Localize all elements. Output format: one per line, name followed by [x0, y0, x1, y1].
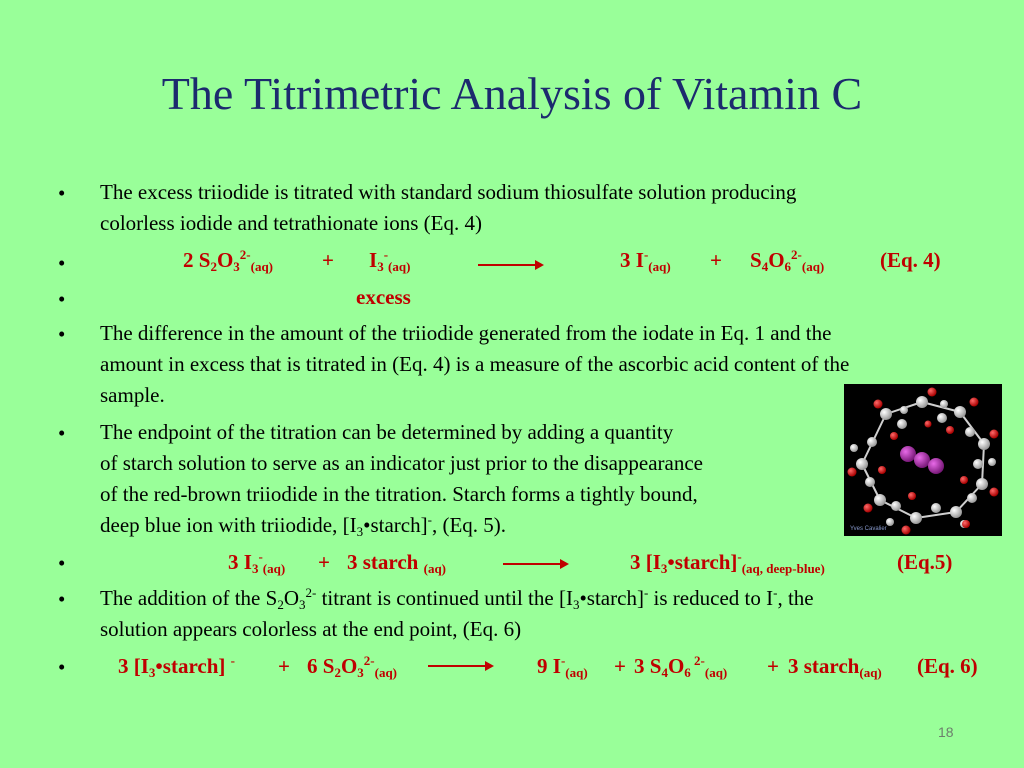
eq6-reactant-2: 6 $S_2O_3^{2-}_{(aq)}$: [307, 653, 398, 680]
bullet: •: [58, 655, 66, 679]
eq4-plus-2: +: [710, 248, 722, 272]
eq6-product-2: 3 $S_4O_6$ $^{2-}_{(aq)}$: [634, 653, 728, 680]
bullet: •: [58, 287, 66, 311]
eq4-reaction-arrow: [478, 264, 542, 266]
paragraph-3-line-2: of starch solution to serve as an indicator just prior to the disappearance: [100, 451, 703, 475]
bullet: •: [58, 551, 66, 575]
eq6-plus-3: +: [767, 654, 779, 678]
bullet: •: [58, 587, 66, 611]
eq5-reactant-2: 3 starch $_{(aq)}$: [347, 550, 446, 576]
paragraph-3-line-4: deep blue ion with triiodide, $[I_3•starch]^-$, (Eq. 5).: [100, 512, 507, 539]
eq5-label: (Eq.5): [897, 550, 953, 574]
eq6-plus-2: +: [614, 654, 626, 678]
starch-iodine-molecule-image: [844, 384, 1002, 536]
eq4-product-1: 3 $I^-_{(aq)}$: [620, 247, 671, 274]
eq4-label: (Eq. 4): [880, 248, 941, 272]
paragraph-3-line-3: of the red-brown triiodide in the titration. Starch forms a tightly bound,: [100, 482, 698, 506]
paragraph-1-line-1: The excess triiodide is titrated with standard sodium thiosulfate solution producing: [100, 180, 797, 204]
bullet: •: [58, 251, 66, 275]
molecule-model-icon: [844, 384, 1002, 536]
eq4-excess-label: excess: [356, 285, 411, 309]
eq5-product: 3 $[I_3•starch]^-_{(aq, deep-blue)}$: [630, 549, 825, 576]
eq5-reaction-arrow: [503, 563, 567, 565]
eq5-plus: +: [318, 550, 330, 574]
eq6-plus: +: [278, 654, 290, 678]
slide-number: 18: [938, 724, 954, 740]
paragraph-4-line-1: The addition of the $S_2O_3^{2-}$ titrant is continued until the $[I_3•starch]^-$ is reduced to I-, the: [100, 585, 814, 612]
eq6-product-1: 9 $I^-_{(aq)}$: [537, 653, 588, 680]
eq4-reactant-2: $I_3^-_{(aq)}$: [369, 247, 411, 274]
paragraph-4-line-2: solution appears colorless at the end point, (Eq. 6): [100, 617, 522, 641]
slide-title: The Titrimetric Analysis of Vitamin C: [161, 68, 863, 119]
eq6-label: (Eq. 6): [917, 654, 978, 678]
eq5-reactant-1: 3 $I_3^-_{(aq)}$: [228, 549, 286, 576]
image-credit: Yves Cavalier: [850, 526, 887, 532]
paragraph-2-line-2: amount in excess that is titrated in (Eq. 4) is a measure of the ascorbic acid content of the: [100, 352, 850, 376]
eq6-product-3: 3 starch$_{(aq)}$: [788, 654, 882, 680]
paragraph-1-line-2: colorless iodide and tetrathionate ions (Eq. 4): [100, 211, 482, 235]
paragraph-3-line-1: The endpoint of the titration can be determined by adding a quantity: [100, 420, 674, 444]
paragraph-2-line-1: The difference in the amount of the triiodide generated from the iodate in Eq. 1 and the: [100, 321, 832, 345]
paragraph-2-line-3: sample.: [100, 383, 165, 407]
bullet: •: [58, 421, 66, 445]
eq4-plus: +: [322, 248, 334, 272]
eq6-reaction-arrow: [428, 665, 492, 667]
bullet: •: [58, 181, 66, 205]
eq4-reactant-1: 2 $S_2O_3^{2-}_{(aq)}$: [183, 247, 274, 274]
bullet: •: [58, 322, 66, 346]
eq4-product-2: $S_4O_6^{2-}_{(aq)}$: [750, 247, 825, 274]
eq6-reactant-1: 3 $[I_3•starch]$ -: [118, 653, 235, 680]
